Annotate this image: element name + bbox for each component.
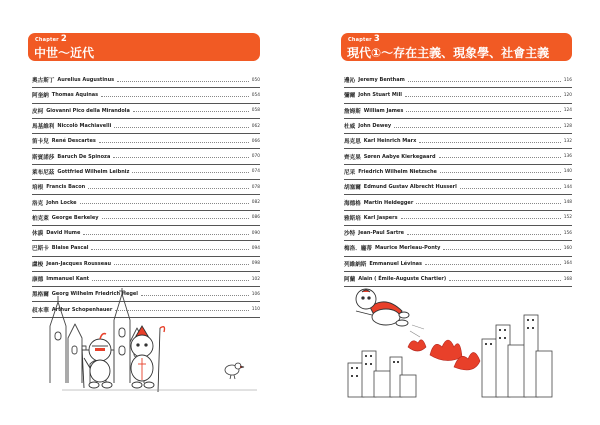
chapter-2-banner	[28, 33, 260, 61]
entry-page-number: 152	[563, 215, 572, 221]
dot-leader	[91, 249, 248, 250]
entry-name-en: Karl Jaspers	[363, 214, 398, 221]
entry-name-en: John Locke	[46, 199, 77, 206]
toc-entry[interactable]	[344, 88, 572, 103]
entry-page-number: 144	[563, 184, 572, 190]
entry-page-number: 160	[563, 245, 572, 251]
dot-leader	[88, 188, 249, 189]
dot-leader	[102, 218, 249, 219]
toc-entry[interactable]	[344, 134, 572, 149]
entry-name-zh: 梅洛．龐蒂	[344, 246, 372, 253]
entry-page-number: 074	[251, 169, 260, 175]
dot-leader	[113, 157, 248, 158]
entry-name-zh: 海德格	[344, 200, 361, 207]
dot-leader	[132, 172, 248, 173]
entry-name-en: Jean-Jacques Rousseau	[46, 260, 112, 267]
entry-page-number: 078	[251, 184, 260, 190]
entry-name-zh: 馬基維利	[32, 124, 55, 131]
entry-name-zh: 培根	[32, 185, 44, 192]
dot-leader	[405, 96, 561, 97]
dot-leader	[449, 280, 561, 281]
toc-entry[interactable]	[344, 104, 572, 119]
entry-name-en: Edmund Gustav Albrecht Husserl	[363, 184, 457, 191]
toc-entry[interactable]	[32, 257, 260, 272]
dot-leader	[425, 264, 561, 265]
entry-name-zh: 列維納斯	[344, 261, 367, 268]
entry-name-zh: 斯賓諾莎	[32, 154, 55, 161]
dot-leader	[460, 188, 561, 189]
dot-leader	[80, 203, 249, 204]
entry-name-zh: 柏克萊	[32, 215, 49, 222]
entry-name-zh: 杜威	[344, 124, 356, 131]
dot-leader	[439, 157, 561, 158]
entry-page-number: 120	[563, 92, 572, 98]
dot-leader	[99, 142, 249, 143]
toc-entry[interactable]	[344, 180, 572, 195]
chapter-label: Chapter	[35, 37, 59, 43]
entry-name-zh: 阿蘭	[344, 277, 356, 283]
entry-name-zh: 盧梭	[32, 261, 44, 268]
entry-name-en: David Hume	[46, 230, 81, 237]
dot-leader	[114, 127, 249, 128]
toc-entry[interactable]	[32, 272, 260, 287]
entry-name-en: William James	[363, 107, 404, 114]
entry-name-en: Blaise Pascal	[51, 245, 89, 252]
toc-entry[interactable]	[32, 211, 260, 226]
chapter-number: 3	[373, 34, 380, 44]
entry-page-number: 066	[251, 138, 260, 144]
entry-page-number: 062	[251, 123, 260, 129]
entry-name-en: Aurelius Augustinus	[57, 77, 115, 84]
chapter-label: Chapter	[348, 37, 372, 43]
entry-page-number: 136	[563, 154, 572, 160]
dot-leader	[394, 127, 561, 128]
entry-name-en: Thomas Aquinas	[51, 92, 99, 99]
entry-page-number: 058	[251, 108, 260, 114]
entry-name-en: Arthur Schopenhauer	[51, 306, 113, 313]
entry-page-number: 050	[251, 77, 260, 83]
entry-name-en: Jeremy Bentham	[358, 77, 405, 84]
toc-entry[interactable]	[344, 257, 572, 272]
entry-page-number: 102	[251, 276, 260, 282]
entry-name-en: Niccolò Machiavelli	[57, 123, 112, 130]
chapter-number: 2	[60, 34, 67, 44]
entry-page-number: 054	[251, 92, 260, 98]
toc-entry[interactable]	[344, 211, 572, 226]
city-flying-hero-illustration	[342, 285, 562, 403]
entry-page-number: 156	[563, 230, 572, 236]
toc-entry[interactable]	[344, 241, 572, 256]
dot-leader	[440, 172, 561, 173]
toc-entry[interactable]	[344, 195, 572, 210]
dot-leader	[408, 81, 561, 82]
castle-knight-illustration	[42, 288, 267, 398]
dot-leader	[406, 111, 560, 112]
entry-name-zh: 阿奎納	[32, 93, 49, 100]
entry-page-number: 086	[251, 215, 260, 221]
toc-list-left	[32, 73, 260, 318]
dot-leader	[133, 111, 249, 112]
entry-page-number: 082	[251, 200, 260, 206]
chapter-title: 中世～近代	[34, 46, 95, 60]
entry-page-number: 164	[563, 261, 572, 267]
toc-entry[interactable]	[32, 134, 260, 149]
toc-entry[interactable]	[32, 226, 260, 241]
entry-name-en: John Dewey	[358, 123, 392, 130]
entry-name-zh: 彌爾	[344, 93, 356, 100]
entry-name-zh: 雅斯培	[344, 215, 361, 222]
entry-name-zh: 萊布尼茲	[32, 169, 55, 176]
entry-page-number: 148	[563, 200, 572, 206]
entry-name-en: Jean-Paul Sartre	[358, 230, 405, 237]
entry-name-en: Georg Wilhelm Friedrich Hegel	[51, 291, 139, 298]
dot-leader	[443, 249, 560, 250]
dot-leader	[92, 280, 249, 281]
dot-leader	[419, 142, 560, 143]
dot-leader	[401, 218, 561, 219]
entry-name-en: Immanuel Kant	[46, 276, 90, 282]
entry-name-en: Friedrich Wilhelm Nietzsche	[358, 168, 437, 175]
toc-entry[interactable]	[32, 73, 260, 88]
entry-page-number: 132	[563, 138, 572, 144]
entry-page-number: 098	[251, 261, 260, 267]
entry-name-en: Martin Heidegger	[363, 199, 414, 206]
toc-entry[interactable]	[344, 73, 572, 88]
entry-name-zh: 休謨	[32, 231, 44, 238]
toc-entry[interactable]	[344, 226, 572, 241]
toc-entry[interactable]	[32, 149, 260, 164]
entry-name-zh: 洛克	[32, 200, 44, 207]
dot-leader	[416, 203, 561, 204]
toc-entry[interactable]	[32, 165, 260, 180]
entry-name-en: John Stuart Mill	[358, 92, 402, 99]
entry-name-en: Emmanuel Lévinas	[369, 260, 423, 267]
entry-name-zh: 黑格爾	[32, 292, 49, 299]
entry-name-zh: 胡塞爾	[344, 185, 361, 192]
entry-name-en: René Descartes	[51, 138, 96, 145]
entry-name-en: Giovanni Pico della Mirandola	[46, 107, 130, 114]
right-page	[300, 0, 600, 425]
toc-entry[interactable]	[32, 119, 260, 134]
entry-name-zh: 笛卡兒	[32, 139, 49, 146]
toc-entry[interactable]	[344, 149, 572, 164]
entry-page-number: 140	[563, 169, 572, 175]
entry-name-zh: 馬克思	[344, 139, 361, 146]
entry-page-number: 124	[563, 108, 572, 114]
entry-page-number: 106	[251, 291, 260, 297]
entry-name-en: Maurice Merleau-Ponty	[374, 245, 441, 252]
entry-name-zh: 康德	[32, 277, 44, 283]
dot-leader	[117, 81, 249, 82]
entry-name-en: Alain ( Émile-Auguste Chartier)	[358, 276, 447, 282]
entry-page-number: 070	[251, 154, 260, 160]
entry-page-number: 128	[563, 123, 572, 129]
dot-leader	[83, 234, 248, 235]
entry-name-en: George Berkeley	[51, 214, 99, 221]
toc-list-right	[344, 73, 572, 287]
toc-entry[interactable]	[344, 165, 572, 180]
toc-entry[interactable]	[32, 195, 260, 210]
entry-name-zh: 沙特	[344, 231, 356, 238]
dot-leader	[114, 264, 249, 265]
entry-name-zh: 叔本華	[32, 307, 49, 314]
entry-page-number: 110	[251, 307, 260, 313]
chapter-title: 現代①～存在主義、現象學、社會主義	[347, 46, 550, 60]
toc-entry[interactable]	[344, 119, 572, 134]
entry-name-zh: 奧古斯丁	[32, 78, 55, 85]
toc-entry[interactable]	[32, 180, 260, 195]
entry-name-en: Baruch De Spinoza	[57, 153, 111, 160]
entry-page-number: 094	[251, 245, 260, 251]
entry-name-en: Gottfried Wilhelm Leibniz	[57, 168, 130, 175]
entry-name-zh: 巴斯卡	[32, 246, 49, 253]
entry-name-zh: 齊克果	[344, 154, 361, 161]
entry-name-en: Karl Heinrich Marx	[363, 138, 417, 145]
chapter-3-banner	[341, 33, 572, 61]
entry-name-zh: 皮柯	[32, 108, 44, 115]
entry-name-zh: 邊沁	[344, 78, 356, 85]
entry-name-en: Søren Aabye Kierkegaard	[363, 153, 436, 160]
entry-page-number: 168	[563, 276, 572, 282]
toc-entry[interactable]	[32, 104, 260, 119]
toc-entry[interactable]	[32, 88, 260, 103]
toc-entry[interactable]	[32, 241, 260, 256]
entry-name-en: Francis Bacon	[46, 184, 86, 191]
entry-name-zh: 詹姆斯	[344, 108, 361, 115]
dot-leader	[407, 234, 561, 235]
entry-page-number: 090	[251, 230, 260, 236]
entry-page-number: 116	[563, 77, 572, 83]
entry-name-zh: 尼采	[344, 169, 356, 176]
dot-leader	[101, 96, 249, 97]
